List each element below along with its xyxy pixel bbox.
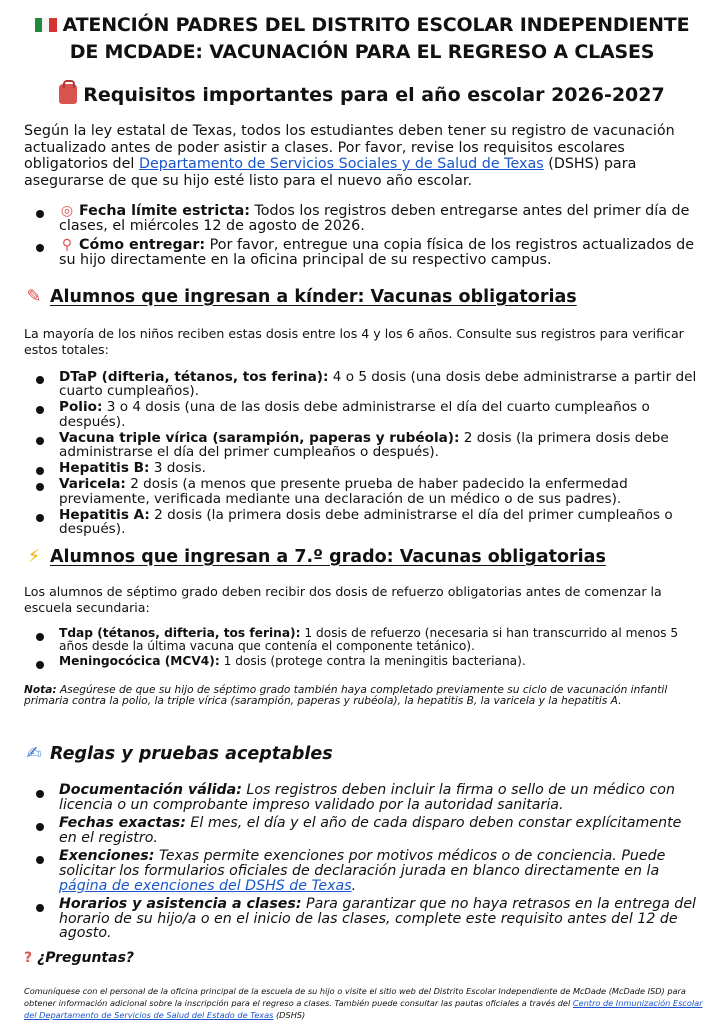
seventh-intro: Los alumnos de séptimo grado deben recibir dos dosis de refuerzo obligatorias antes de comenzar la escuela secundaria: <box>24 584 662 615</box>
item-label: Exenciones: <box>59 848 155 865</box>
page-title-text: ATENCIÓN PADRES DEL DISTRITO ESCOLAR INDEPENDIENTE DE MCDADE: VACUNACIÓN PARA EL REGRESO A CLASES <box>62 14 690 63</box>
item-text: 2 dosis (la primera dosis debe administrarse el día del primer cumpleaños o después). <box>59 429 669 461</box>
rules-list <box>24 783 700 945</box>
target-icon: ◎ <box>60 203 74 219</box>
dshs-link[interactable]: Departamento de Servicios Sociales y de Salud de Texas <box>138 156 544 172</box>
item-label: Varicela: <box>59 476 126 493</box>
item-text: 4 o 5 dosis (una dosis debe administrarse a partir del cuarto cumpleaños). <box>59 369 697 400</box>
item-label: Hepatitis A: <box>59 506 150 523</box>
item-text: Por favor, entregue una copia física de los registros actualizados de su hijo directamente en la oficina principal de su respectivo campus. <box>59 237 695 268</box>
item-text: Para garantizar que no haya retrasos en la entrega del horario de su hijo/a o en el inicio de las clases, complete este requisito antes del 12 de agosto. <box>59 896 696 942</box>
lightning-icon: ⚡ <box>27 546 41 567</box>
item-label: Tdap (tétanos, difteria, tos ferina): <box>59 626 301 640</box>
questions-heading <box>24 950 134 966</box>
list-item <box>24 400 700 428</box>
page-title <box>24 12 700 66</box>
list-item <box>24 461 700 475</box>
item-text-after: . <box>351 877 357 894</box>
questions-text <box>24 986 704 1021</box>
exemptions-link[interactable]: página de exenciones del DSHS de Texas <box>59 877 352 894</box>
questions-text-after: (DSHS) <box>273 1009 306 1020</box>
item-label: Hepatitis B: <box>59 460 150 477</box>
note-label: Nota: <box>24 684 57 696</box>
note-text: Asegúrese de que su hijo de séptimo grado también haya completado previamente su ciclo de vacunación infantil primaria contra la polio, la triple vírica (sarampión, paperas y rubéola), la hepatitis B, la varicela y la hepatitis A. <box>24 684 668 708</box>
item-text: 1 dosis de refuerzo (necesaria si han transcurrido al menos 5 años desde la última vacuna que contenía el componente tetánico). <box>59 626 679 653</box>
item-label: Documentación válida: <box>59 782 242 798</box>
item-label: Polio: <box>59 399 103 416</box>
item-label: Fecha límite estricta: <box>79 203 250 219</box>
list-item <box>24 204 700 233</box>
list-item <box>24 238 700 267</box>
item-text: Texas permite exenciones por motivos médicos o de conciencia. Puede solicitar los formularios oficiales de declaración jurada en blanco directamente en la <box>59 848 666 879</box>
item-text: El mes, el día y el año de cada disparo deben constar explícitamente en el registro. <box>59 815 682 846</box>
key-points-list <box>24 204 700 272</box>
item-label: Meningocócica (MCV4): <box>59 654 220 668</box>
kinder-vaccine-list <box>24 370 700 538</box>
item-text: 1 dosis (protege contra la meningitis bacteriana). <box>219 654 526 668</box>
intro-text-after: (DSHS) para asegurarse de que su hijo esté listo para el nuevo año escolar. <box>24 156 637 189</box>
backpack-icon <box>59 84 77 104</box>
pin-icon: ⚲ <box>61 237 73 253</box>
item-text: 3 o 4 dosis (una de las dosis debe administrarse el día del cuarto cumpleaños o después). <box>59 399 650 430</box>
item-text: Todos los registros deben entregarse antes del primer día de clases, el miércoles 12 de agosto de 2026. <box>59 203 690 234</box>
list-item <box>24 849 700 893</box>
list-item <box>24 477 700 505</box>
pencil-icon: ✎ <box>26 286 42 307</box>
question-mark-icon: ? <box>24 950 33 966</box>
item-label: Fechas exactas: <box>59 815 186 832</box>
item-label: Cómo entregar: <box>79 237 206 253</box>
immunization-center-link[interactable]: Centro de Inmunización Escolar del Departamento de Servicios de Salud del Estado de Texas <box>24 997 703 1020</box>
mexico-flag-icon <box>35 18 57 32</box>
list-item <box>24 655 700 668</box>
list-item <box>24 783 700 812</box>
subtitle-text: Requisitos importantes para el año escolar 2026-2027 <box>83 84 665 106</box>
seventh-heading-text: Alumnos que ingresan a 7.º grado: Vacunas obligatorias <box>50 547 606 567</box>
kinder-heading-text: Alumnos que ingresan a kínder: Vacunas obligatorias <box>50 287 577 307</box>
rules-heading <box>24 743 700 765</box>
list-item <box>24 816 700 845</box>
kinder-heading <box>24 286 700 308</box>
memo-icon: ✍ <box>26 743 42 764</box>
list-item <box>24 627 700 653</box>
kinder-intro: La mayoría de los niños reciben estas dosis entre los 4 y los 6 años. Consulte sus registros para verificar estos totales: <box>24 326 684 357</box>
questions-heading-text: ¿Preguntas? <box>37 950 135 966</box>
page-subtitle <box>24 82 700 108</box>
seventh-heading <box>24 546 700 568</box>
intro-text-before: Según la ley estatal de Texas, todos los estudiantes deben tener su registro de vacunación actualizado antes de poder asistir a clases. Por favor, revise los requisitos escolares obligatorios del <box>24 123 675 172</box>
list-item <box>24 431 700 459</box>
seventh-note <box>24 685 700 708</box>
intro-paragraph <box>24 123 700 189</box>
seventh-vaccine-list <box>24 627 700 670</box>
questions-text-before: Comuníquese con el personal de la oficina principal de la escuela de su hijo o visite el sitio web del Distrito Escolar Independiente de McDade (McDade ISD) para obtener información adicional sobre la inscripción para el regreso a clases. También puede consultar las pautas oficiales a través del <box>24 986 686 1008</box>
item-text: 2 dosis (a menos que presente prueba de haber padecido la enfermedad previamente, verificada mediante una declaración de un médico o de sus padres). <box>59 476 628 507</box>
item-text: Los registros deben incluir la firma o sello de un médico con licencia o un comprobante impreso validado por la autoridad sanitaria. <box>59 782 675 813</box>
item-text: 2 dosis (la primera dosis debe administrarse el día del primer cumpleaños o después). <box>59 506 673 538</box>
rules-heading-text: Reglas y pruebas aceptables <box>50 744 333 764</box>
item-label: Vacuna triple vírica (sarampión, paperas y rubéola): <box>59 429 460 446</box>
list-item <box>24 897 700 941</box>
item-text: 3 dosis. <box>149 460 206 477</box>
list-item <box>24 508 700 536</box>
item-label: Horarios y asistencia a clases: <box>59 896 302 913</box>
list-item <box>24 370 700 398</box>
item-label: DTaP (difteria, tétanos, tos ferina): <box>59 369 329 385</box>
